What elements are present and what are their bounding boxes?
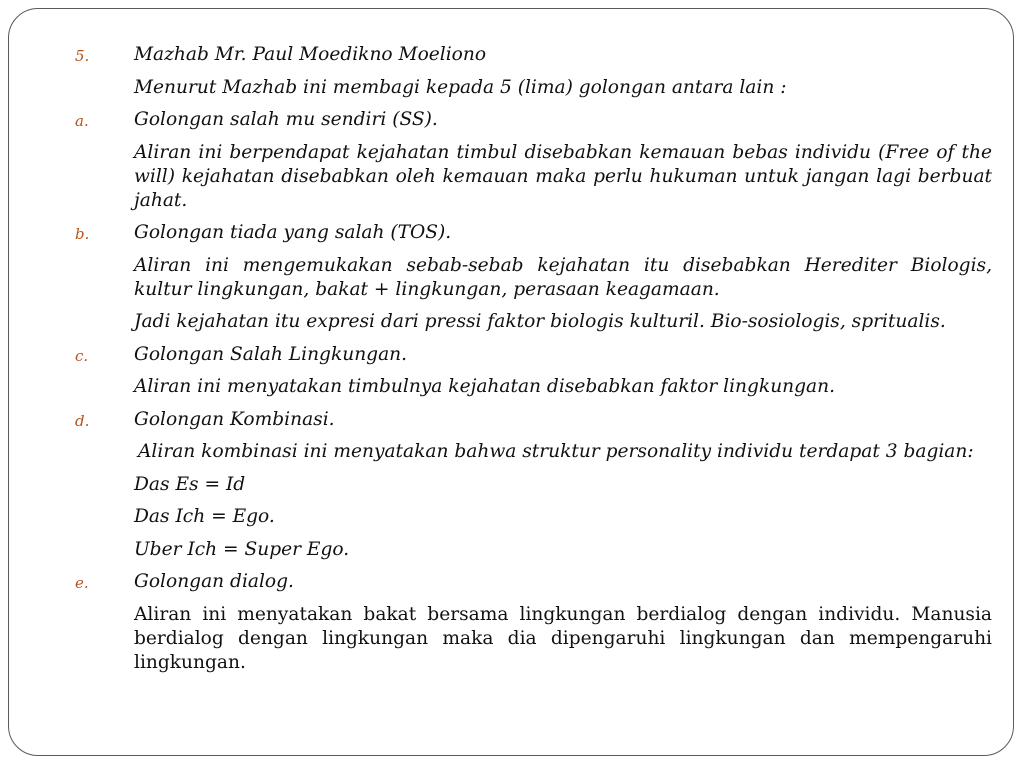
list-marker: a.: [75, 112, 89, 130]
heading-golongan-ss: Golongan salah mu sendiri (SS).: [134, 109, 438, 130]
paragraph-text: Menurut Mazhab ini membagi kepada 5 (lima) golongan antara lain :: [134, 76, 787, 98]
paragraph-text: Aliran ini menyatakan timbulnya kejahatan disebabkan faktor lingkungan.: [134, 376, 836, 397]
list-item-a: [9, 108, 1014, 132]
slide: [8, 8, 1014, 756]
paragraph: [9, 538, 1014, 562]
paragraph: [9, 141, 1014, 213]
paragraph: [9, 603, 1014, 675]
list-marker: 5.: [75, 47, 90, 65]
paragraph: [9, 254, 1014, 302]
paragraph: [9, 473, 1014, 497]
paragraph-text: Aliran kombinasi ini menyatakan bahwa struktur personality individu terdapat 3 bagian:: [138, 441, 974, 462]
paragraph-text: Aliran ini mengemukakan sebab-sebab kejahatan itu disebabkan Herediter Biologis, kultur lingkungan, bakat + lingkungan, perasaan keagamaan.: [134, 254, 992, 300]
paragraph: [9, 375, 1014, 399]
paragraph: [9, 505, 1014, 529]
list-marker: b.: [75, 225, 90, 243]
list-marker: d.: [75, 411, 90, 430]
heading-golongan-tos: Golongan tiada yang salah (TOS).: [134, 222, 452, 243]
list-item-b: [9, 221, 1014, 245]
list-item-c: [9, 343, 1014, 367]
list-item-d: [9, 408, 1014, 432]
paragraph-text: Aliran ini berpendapat kejahatan timbul disebabkan kemauan bebas individu (Free of the will) kejahatan disebabkan oleh kemauan maka perlu hukuman untuk jangan lagi berbuat jahat.: [134, 141, 992, 211]
paragraph-text: Aliran ini menyatakan bakat bersama lingkungan berdialog dengan individu. Manusia berdialog dengan lingkungan maka dia dipengaruhi lingkungan dan mempengaruhi lingkungan.: [134, 603, 992, 673]
paragraph: [9, 76, 1014, 100]
list-item-e: [9, 570, 1014, 594]
heading-golongan-dialog: Golongan dialog.: [134, 571, 294, 592]
heading-mazhab: Mazhab Mr. Paul Moedikno Moeliono: [134, 44, 487, 65]
paragraph-text: Das Ich = Ego.: [134, 506, 275, 527]
list-item-5: [9, 43, 1014, 67]
paragraph: [9, 440, 1014, 464]
paragraph-text: Das Es = Id: [134, 473, 246, 495]
paragraph: [9, 310, 1014, 334]
heading-golongan-lingkungan: Golongan Salah Lingkungan.: [134, 343, 408, 365]
slide-content: [9, 43, 1014, 683]
paragraph-text: Jadi kejahatan itu expresi dari pressi faktor biologis kulturil. Bio-sosiologis, spritualis.: [134, 311, 946, 332]
heading-golongan-kombinasi: Golongan Kombinasi.: [134, 408, 335, 430]
list-marker: e.: [75, 574, 89, 592]
list-marker: c.: [75, 346, 89, 365]
paragraph-text: Uber Ich = Super Ego.: [134, 538, 350, 560]
